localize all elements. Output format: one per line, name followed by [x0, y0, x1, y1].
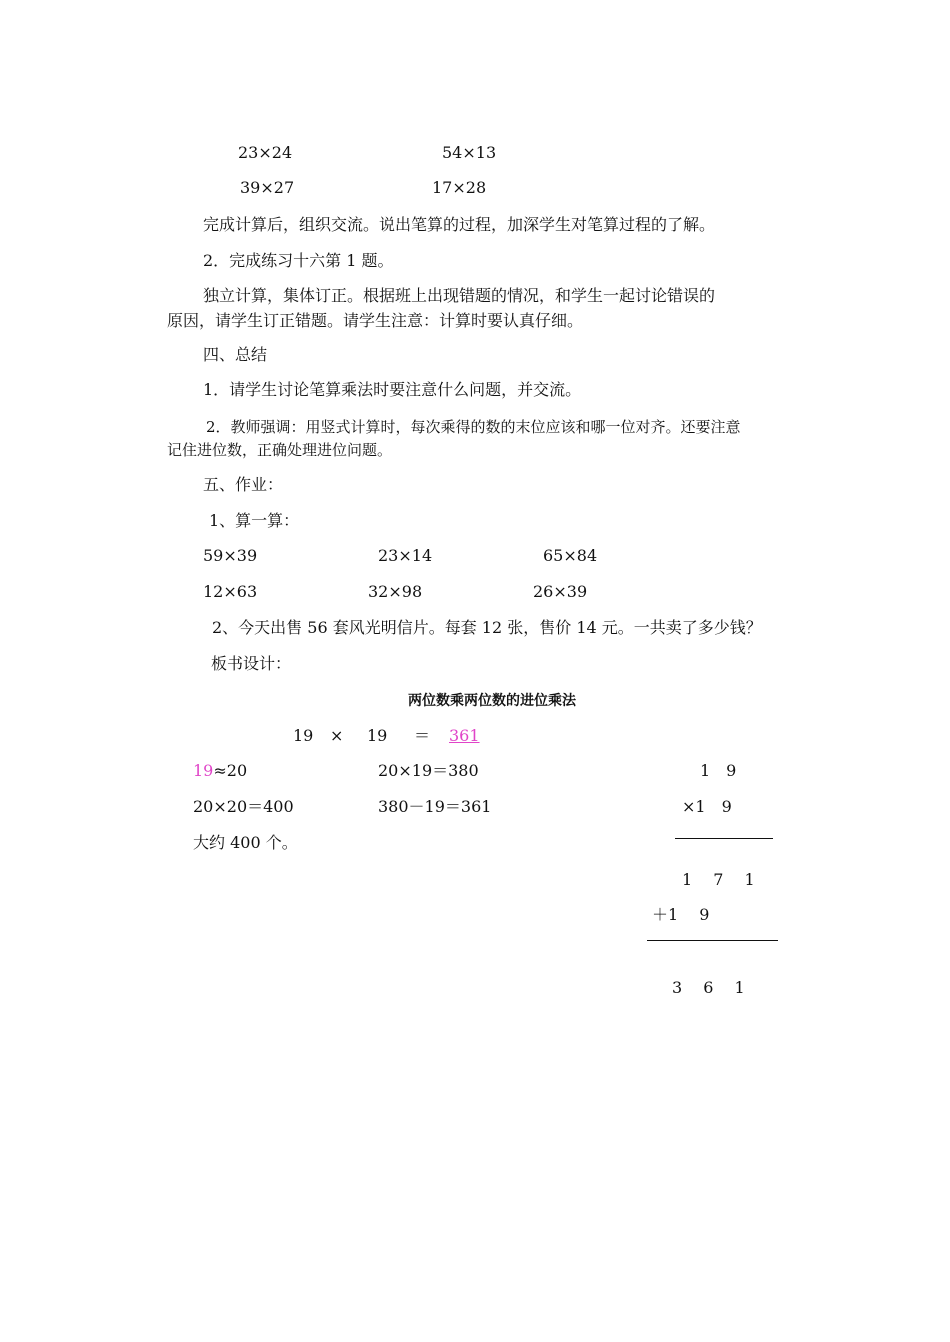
- vertical-multiplicand: 1 9: [700, 761, 737, 780]
- approx-number: 19: [193, 761, 214, 780]
- homework-32x98: 32×98: [368, 582, 423, 601]
- vertical-rule-1: [675, 838, 773, 839]
- summary-item-2-line1: 2．教师强调：用竖式计算时，每次乘得的数的末位应该和哪一位对齐。还要注意: [206, 418, 741, 436]
- paragraph-exchange: 完成计算后，组织交流。说出笔算的过程，加深学生对笔算过程的了解。: [203, 215, 716, 234]
- paragraph-correct-line1: 独立计算，集体订正。根据班上出现错题的情况，和学生一起讨论错误的: [203, 286, 716, 305]
- equation-operand-a: 19: [293, 726, 314, 745]
- equation-result: 361: [449, 726, 480, 745]
- vertical-result: 3 6 1: [672, 978, 745, 997]
- homework-heading: 五、作业：: [203, 475, 284, 494]
- summary-item-1: 1．请学生讨论笔算乘法时要注意什么问题，并交流。: [203, 380, 582, 399]
- calc-20x20: 20×20＝400: [193, 797, 294, 816]
- homework-q2: 2、今天出售 56 套风光明信片。每套 12 张，售价 14 元。一共卖了多少钱？: [212, 618, 762, 637]
- vertical-partial-1: 1 7 1: [682, 870, 755, 889]
- board-design-label: 板书设计：: [211, 654, 292, 673]
- exercise-39x27: 39×27: [240, 178, 295, 197]
- homework-12x63: 12×63: [203, 582, 258, 601]
- homework-65x84: 65×84: [543, 546, 598, 565]
- vertical-multiplier: ×1 9: [682, 797, 732, 816]
- homework-59x39: 59×39: [203, 546, 258, 565]
- summary-item-2-line2: 记住进位数，正确处理进位问题。: [167, 441, 393, 459]
- calc-380-19: 380－19＝361: [378, 797, 492, 816]
- homework-26x39: 26×39: [533, 582, 588, 601]
- summary-heading: 四、总结: [203, 345, 268, 364]
- equation-operand-b: 19: [367, 726, 388, 745]
- homework-q1-title: 1、算一算：: [209, 511, 300, 530]
- vertical-rule-2: [647, 940, 778, 941]
- approx-rest: ≈20: [213, 761, 248, 780]
- paragraph-correct-line2: 原因，请学生订正错题。请学生注意：计算时要认真仔细。: [167, 311, 584, 330]
- homework-23x14: 23×14: [378, 546, 433, 565]
- exercise-54x13: 54×13: [442, 143, 497, 162]
- exercise-17x28: 17×28: [432, 178, 487, 197]
- vertical-partial-2: ＋1 9: [652, 905, 710, 924]
- board-title: 两位数乘两位数的进位乘法: [408, 693, 576, 709]
- calc-20x19: 20×19＝380: [378, 761, 479, 780]
- exercise-23x24: 23×24: [238, 143, 293, 162]
- equation-times: ×: [330, 726, 344, 745]
- approx-line: [193, 761, 247, 781]
- paragraph-practice: 2．完成练习十六第 1 题。: [203, 251, 394, 270]
- estimate-text: 大约 400 个。: [193, 833, 298, 852]
- equation-equals: ＝: [414, 726, 431, 745]
